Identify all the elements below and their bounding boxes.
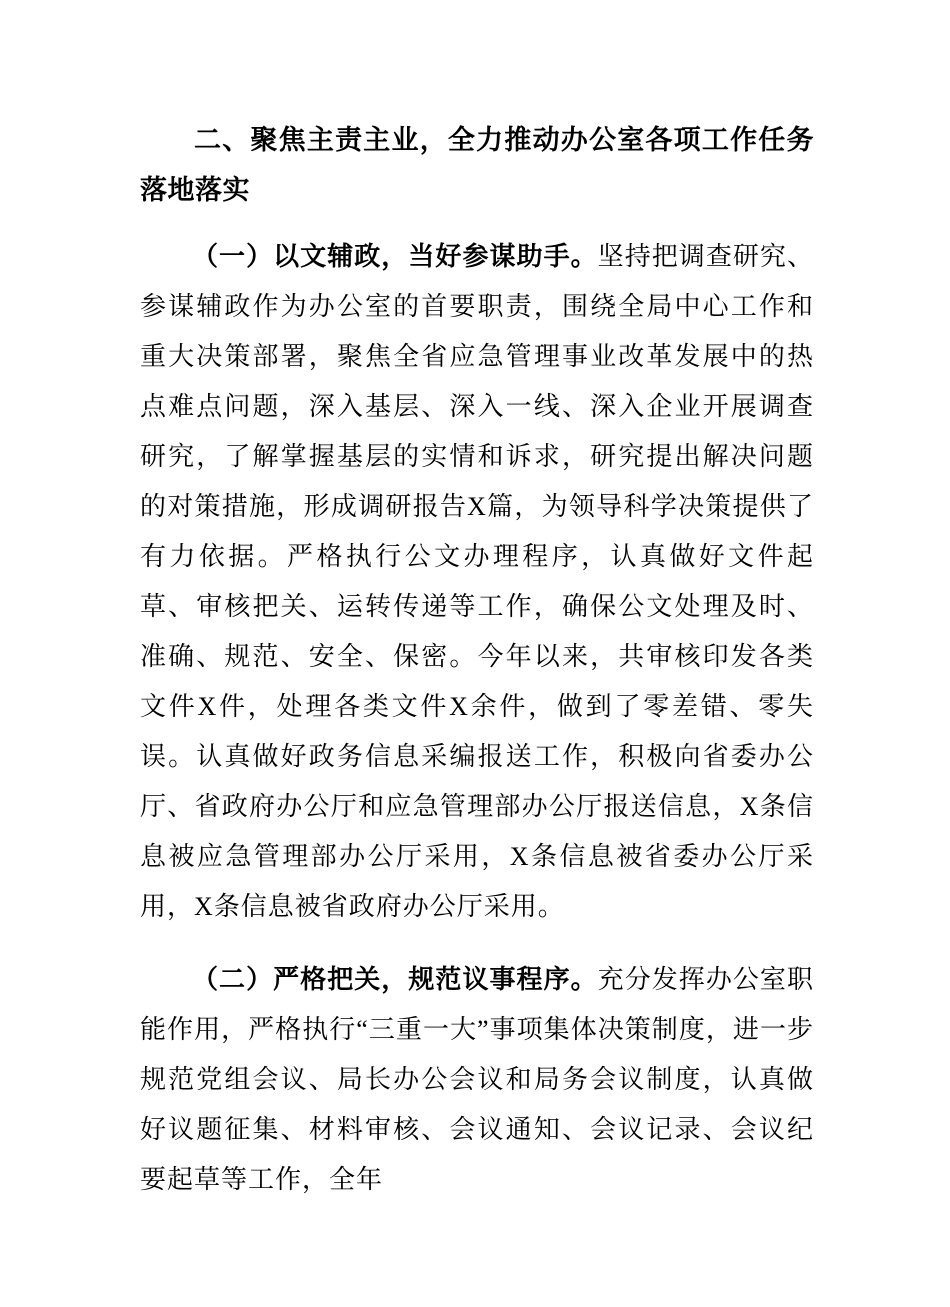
paragraph-1 (140, 231, 814, 932)
section-heading: 二、聚焦主责主业，全力推动办公室各项工作任务落地落实 (140, 125, 814, 205)
paragraph-2-body: 充分发挥办公室职能作用，严格执行“三重一大”事项集体决策制度，进一步规范党组会议、局长办公会议和局务会议制度，认真做好议题征集、材料审核、会议通知、会议记录、会议纪要起草等工作，全年 (140, 965, 814, 1194)
paragraph-2-lead: （二）严格把关，规范议事程序。 (192, 964, 598, 994)
paragraph-2 (140, 954, 814, 1205)
paragraph-1-body: 坚持把调查研究、参谋辅政作为办公室的首要职责，围绕全局中心工作和重大决策部署，聚焦全省应急管理事业改革发展中的热点难点问题，深入基层、深入一线、深入企业开展调查研究，了解掌握基层的实情和诉求，研究提出解决问题的对策措施，形成调研报告X篇，为领导科学决策提供了有力依据。严格执行公文办理程序，认真做好文件起草、审核把关、运转传递等工作，确保公文处理及时、准确、规范、安全、保密。今年以来，共审核印发各类文件X件，处理各类文件X余件，做到了零差错、零失误。认真做好政务信息采编报送工作，积极向省委办公厅、省政府办公厅和应急管理部办公厅报送信息，X条信息被应急管理部办公厅采用，X条信息被省委办公厅采用，X条信息被省政府办公厅采用。 (140, 242, 814, 921)
paragraph-1-lead: （一）以文辅政，当好参谋助手。 (192, 241, 598, 271)
